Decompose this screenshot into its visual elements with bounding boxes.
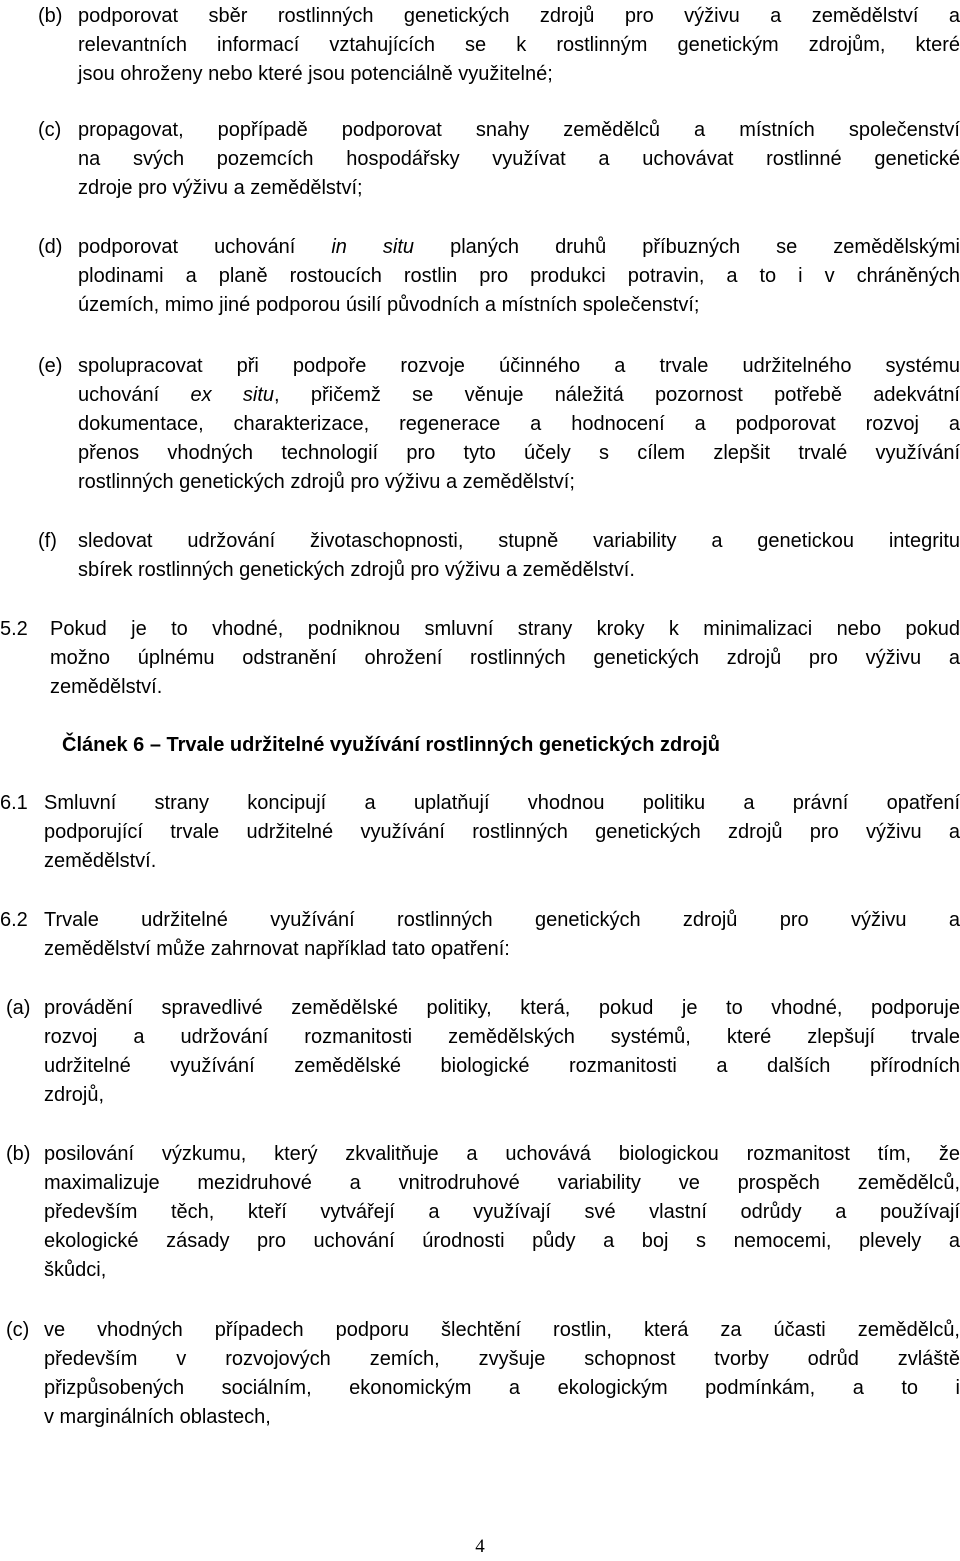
paragraph-text [44, 789, 960, 876]
paragraph-6-1 [0, 789, 960, 876]
paragraph-number: 6.1 [0, 792, 28, 814]
list-item-c [38, 116, 960, 203]
list-item-text [78, 2, 960, 89]
list-item-label: (f) [38, 530, 57, 552]
page-number: 4 [475, 1536, 485, 1557]
text-line: podporující trvale udržitelné využívání rostlinných genetických zdrojů pro výživu a [44, 821, 960, 843]
text-line [78, 233, 960, 262]
paragraph-6-2 [0, 906, 960, 964]
paragraph-text [50, 615, 960, 702]
text-line: především v rozvojových zemích, zvyšuje schopnost tvorby odrůd zvláště [44, 1348, 960, 1370]
article-heading: Článek 6 – Trvale udržitelné využívání rostlinných genetických zdrojů [62, 734, 720, 756]
text-line: rozvoj a udržování rozmanitosti zemědělských systémů, které zlepšují trvale [44, 1026, 960, 1048]
text-line: plodinami a planě rostoucích rostlin pro produkci potravin, a to i v chráněných [78, 265, 960, 287]
text-line: zemědělství. [44, 850, 157, 872]
list-item-d [38, 233, 960, 320]
text-line: rostlinných genetických zdrojů pro výživu a zemědělství; [78, 471, 575, 493]
text-line: především těch, kteří vytvářejí a využívají své vlastní odrůdy a používají [44, 1201, 960, 1223]
list-item-text [44, 1140, 960, 1285]
text-line: podporovat sběr rostlinných genetických zdrojů pro výživu a zemědělství a [78, 5, 960, 27]
text-line: přizpůsobených sociálním, ekonomickým a ekologickým podmínkám, a to i [44, 1377, 960, 1399]
text-line: maximalizuje mezidruhové a vnitrodruhové variability ve prospěch zemědělců, [44, 1172, 960, 1194]
text-line: posilování výzkumu, který zkvalitňuje a uchovává biologickou rozmanitost tím, že [44, 1143, 960, 1165]
text-line: relevantních informací vztahujících se k rostlinným genetickým zdrojům, které [78, 34, 960, 56]
text-line: ve vhodných případech podporu šlechtění rostlin, která za účasti zemědělců, [44, 1319, 960, 1341]
list-item-e [38, 352, 960, 497]
text-run: podporovat uchování [78, 236, 332, 258]
text-line: zemědělství může zahrnovat například tato opatření: [44, 938, 510, 960]
list-item-text [78, 233, 960, 320]
text-line: sbírek rostlinných genetických zdrojů pro výživu a zemědělství. [78, 559, 635, 581]
text-line: propagovat, popřípadě podporovat snahy zemědělců a místních společenství [78, 119, 960, 141]
list-item-text [78, 116, 960, 203]
list-item-label: (e) [38, 355, 63, 377]
text-line: škůdci, [44, 1259, 107, 1281]
list-item-label: (d) [38, 236, 63, 258]
article6-item-c [6, 1316, 960, 1432]
text-line: spolupracovat při podpoře rozvoje účinného a trvale udržitelného systému [78, 355, 960, 377]
text-line: Trvale udržitelné využívání rostlinných genetických zdrojů pro výživu a [44, 909, 960, 931]
article6-item-b [6, 1140, 960, 1285]
list-item-label: (c) [38, 119, 62, 141]
text-run: uchování [78, 384, 191, 406]
text-line: zemědělství. [50, 676, 163, 698]
list-item-f [38, 527, 960, 585]
list-item-b [38, 2, 960, 89]
article6-item-a [6, 994, 960, 1110]
list-item-text [44, 994, 960, 1110]
paragraph-number: 5.2 [0, 618, 28, 640]
text-line: Smluvní strany koncipují a uplatňují vhodnou politiku a právní opatření [44, 792, 960, 814]
text-line: přenos vhodných technologií pro tyto účely s cílem zlepšit trvalé využívání [78, 442, 960, 464]
text-line: jsou ohroženy nebo které jsou potenciálně využitelné; [78, 63, 553, 85]
list-item-label: (a) [6, 997, 31, 1019]
list-item-label: (c) [6, 1319, 30, 1341]
paragraph-number: 6.2 [0, 909, 28, 931]
text-line: na svých pozemcích hospodářsky využívat a uchovávat rostlinné genetické [78, 148, 960, 170]
paragraph-text [44, 906, 960, 964]
paragraph-5-2 [0, 615, 960, 702]
text-line: územích, mimo jiné podporou úsilí původních a místních společenství; [78, 294, 700, 316]
text-line [78, 381, 960, 410]
text-line: ekologické zásady pro uchování úrodnosti půdy a boj s nemocemi, plevely a [44, 1230, 960, 1252]
text-line: možno úplnému odstranění ohrožení rostlinných genetických zdrojů pro výživu a [50, 647, 960, 669]
latin-term: ex situ [190, 384, 275, 406]
text-line: zdrojů, [44, 1084, 105, 1106]
text-line: zdroje pro výživu a zemědělství; [78, 177, 363, 199]
text-line: udržitelné využívání zemědělské biologické rozmanitosti a dalších přírodních [44, 1055, 960, 1077]
text-line: Pokud je to vhodné, podniknou smluvní strany kroky k minimalizaci nebo pokud [50, 618, 960, 640]
list-item-text [78, 527, 960, 585]
text-line: dokumentace, charakterizace, regenerace a hodnocení a podporovat rozvoj a [78, 413, 960, 435]
latin-term: in situ [331, 236, 415, 258]
text-line: provádění spravedlivé zemědělské politiky, která, pokud je to vhodné, podporuje [44, 997, 960, 1019]
list-item-text [78, 352, 960, 497]
list-item-label: (b) [38, 5, 63, 27]
text-line: v marginálních oblastech, [44, 1406, 271, 1428]
text-run: , přičemž se věnuje náležitá pozornost potřebě adekvátní [274, 384, 960, 406]
text-line: sledovat udržování životaschopnosti, stupně variability a genetickou integritu [78, 530, 960, 552]
list-item-text [44, 1316, 960, 1432]
text-run: planých druhů příbuzných se zemědělskými [414, 236, 960, 258]
list-item-label: (b) [6, 1143, 31, 1165]
